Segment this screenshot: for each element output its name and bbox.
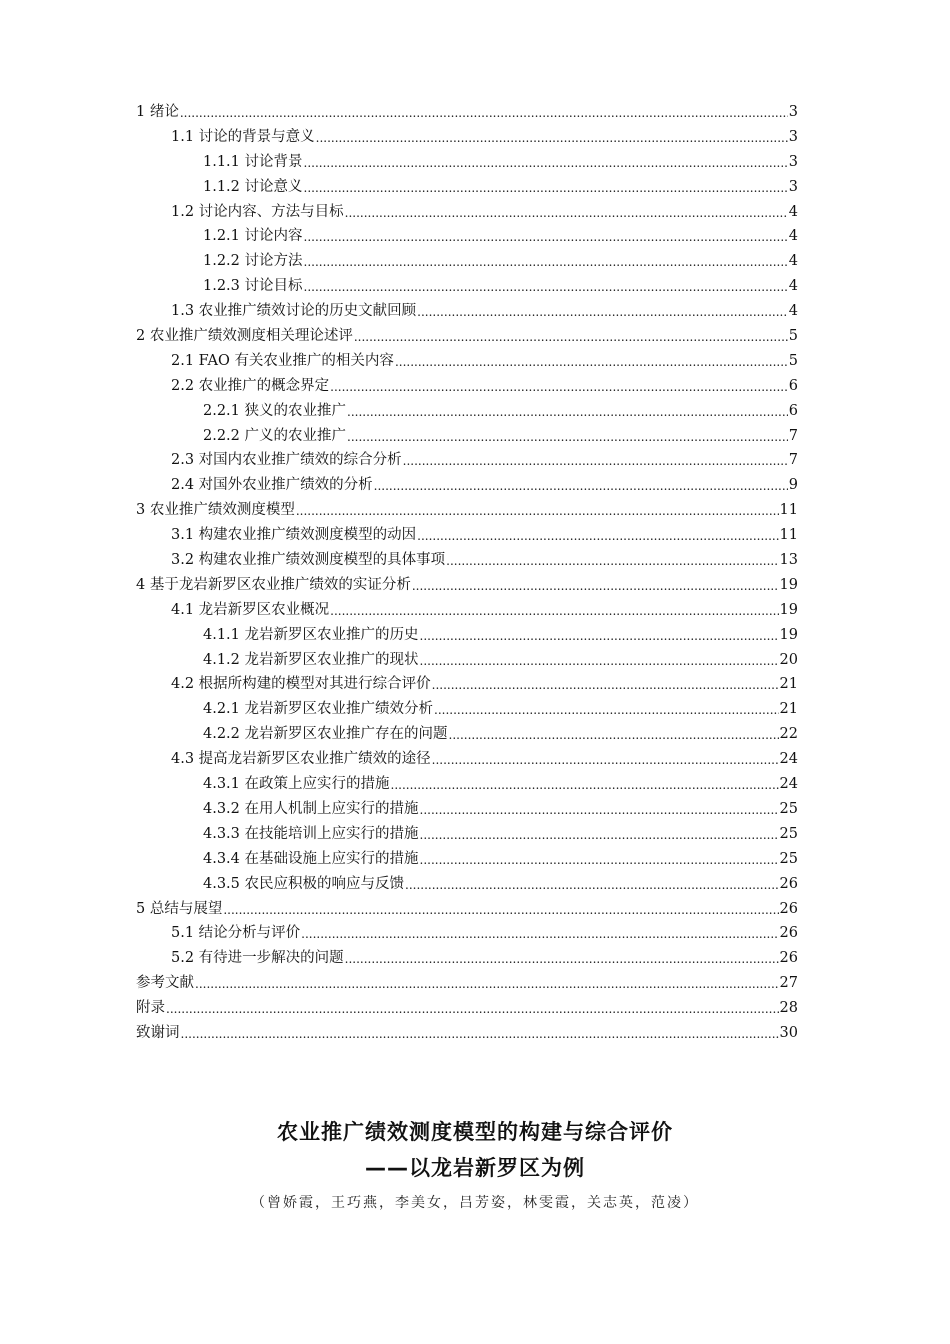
toc-leader-dots: [304, 176, 788, 194]
toc-entry[interactable]: [136, 797, 798, 822]
toc-entry-title: 5.1 结论分析与评价: [171, 925, 301, 942]
toc-entry-title: 4.1.1 龙岩新罗区农业推广的历史: [203, 626, 419, 643]
toc-entry-title: 致谢词: [136, 1024, 180, 1041]
toc-entry-title: 1.1.2 讨论意义: [203, 178, 303, 195]
toc-leader-dots: [412, 574, 779, 592]
toc-entry-page: 11: [779, 502, 798, 519]
paper-subtitle: ——以龙岩新罗区为例: [365, 1156, 585, 1180]
toc-entry-title: 4.3.5 农民应积极的响应与反馈: [203, 875, 405, 892]
toc-entry[interactable]: [136, 324, 798, 349]
toc-leader-dots: [449, 723, 779, 741]
toc-leader-dots: [403, 449, 788, 467]
toc-leader-dots: [395, 350, 788, 368]
toc-leader-dots: [434, 698, 779, 716]
toc-entry[interactable]: [136, 349, 798, 374]
toc-entry[interactable]: [136, 971, 798, 996]
toc-entry-page: 7: [788, 452, 798, 469]
toc-leader-dots: [405, 873, 779, 891]
toc-entry-title: 2.1 FAO 有关农业推广的相关内容: [171, 352, 394, 369]
toc-entry-page: 6: [788, 377, 798, 394]
toc-leader-dots: [420, 798, 779, 816]
toc-leader-dots: [166, 997, 779, 1015]
toc-leader-dots: [330, 375, 788, 393]
toc-entry-page: 4: [788, 303, 798, 320]
toc-entry-page: 4: [788, 203, 798, 220]
toc-entry[interactable]: [136, 448, 798, 473]
toc-entry-page: 28: [779, 1000, 798, 1017]
toc-entry[interactable]: [136, 299, 798, 324]
toc-leader-dots: [374, 474, 788, 492]
toc-entry-title: 参考文献: [136, 975, 194, 992]
toc-entry-title: 2.3 对国内农业推广绩效的综合分析: [171, 452, 402, 469]
toc-entry[interactable]: [136, 498, 798, 523]
toc-entry-title: 4.3.1 在政策上应实行的措施: [203, 776, 390, 793]
toc-entry-page: 3: [788, 178, 798, 195]
toc-entry[interactable]: [136, 996, 798, 1021]
toc-entry-page: 25: [779, 850, 798, 867]
toc-entry-title: 1.2.3 讨论目标: [203, 278, 303, 295]
toc-entry-page: 4: [788, 278, 798, 295]
toc-entry-page: 21: [779, 701, 798, 718]
toc-entry-page: 25: [779, 825, 798, 842]
toc-leader-dots: [420, 649, 779, 667]
toc-entry-page: 24: [779, 751, 798, 768]
toc-entry[interactable]: [136, 374, 798, 399]
toc-entry-title: 3.1 构建农业推广绩效测度模型的动因: [171, 527, 417, 544]
toc-entry-title: 2.4 对国外农业推广绩效的分析: [171, 477, 373, 494]
toc-entry[interactable]: [136, 150, 798, 175]
toc-entry-title: 3 农业推广绩效测度模型: [136, 502, 295, 519]
toc-entry[interactable]: [136, 274, 798, 299]
toc-entry-page: 26: [779, 875, 798, 892]
toc-entry-title: 4.2.2 龙岩新罗区农业推广存在的问题: [203, 726, 448, 743]
toc-entry[interactable]: [136, 921, 798, 946]
toc-entry-page: 7: [788, 427, 798, 444]
toc-entry-title: 4.1 龙岩新罗区农业概况: [171, 601, 330, 618]
toc-leader-dots: [195, 972, 779, 990]
toc-entry[interactable]: [136, 424, 798, 449]
toc-entry[interactable]: [136, 822, 798, 847]
toc-entry-page: 19: [779, 601, 798, 618]
toc-entry-title: 4.3.4 在基础设施上应实行的措施: [203, 850, 419, 867]
toc-entry-page: 27: [779, 975, 798, 992]
toc-entry-title: 4.3.2 在用人机制上应实行的措施: [203, 800, 419, 817]
toc-leader-dots: [347, 425, 788, 443]
toc-entry[interactable]: [136, 125, 798, 150]
toc-leader-dots: [345, 201, 788, 219]
toc-leader-dots: [180, 101, 788, 119]
toc-entry[interactable]: [136, 897, 798, 922]
toc-leader-dots: [446, 549, 778, 567]
paper-title: 农业推广绩效测度模型的构建与综合评价: [277, 1120, 673, 1144]
toc-leader-dots: [304, 151, 788, 169]
toc-entry-page: 5: [788, 352, 798, 369]
toc-entry-page: 4: [788, 228, 798, 245]
toc-entry[interactable]: [136, 1021, 798, 1046]
toc-leader-dots: [296, 499, 779, 517]
toc-entry-title: 1.1 讨论的背景与意义: [171, 128, 315, 145]
toc-entry[interactable]: [136, 100, 798, 125]
toc-entry[interactable]: [136, 672, 798, 697]
toc-entry-page: 4: [788, 253, 798, 270]
toc-entry-title: 2.2.1 狭义的农业推广: [203, 402, 347, 419]
toc-leader-dots: [420, 823, 779, 841]
toc-leader-dots: [417, 300, 788, 318]
toc-entry-title: 1 绪论: [136, 104, 179, 120]
toc-leader-dots: [181, 1022, 779, 1040]
toc-leader-dots: [304, 275, 788, 293]
toc-entry-page: 13: [779, 552, 798, 569]
toc-entry[interactable]: [136, 722, 798, 747]
toc-entry-page: 5: [788, 328, 798, 345]
toc-leader-dots: [432, 673, 779, 691]
toc-leader-dots: [391, 773, 779, 791]
toc-entry-title: 5.2 有待进一步解决的问题: [171, 950, 344, 967]
toc-entry[interactable]: [136, 847, 798, 872]
toc-entry[interactable]: [136, 249, 798, 274]
toc-entry-page: 26: [779, 950, 798, 967]
toc-entry-page: 30: [779, 1024, 798, 1041]
toc-entry[interactable]: [136, 548, 798, 573]
toc-entry-page: 6: [788, 402, 798, 419]
paper-authors: （曾娇霞，王巧燕，李美女，吕芳姿，林雯霞，关志英，范凌）: [251, 1195, 699, 1211]
toc-leader-dots: [330, 599, 778, 617]
toc-entry[interactable]: [136, 772, 798, 797]
toc-leader-dots: [345, 947, 779, 965]
toc-entry-title: 1.3 农业推广绩效讨论的历史文献回顾: [171, 303, 417, 320]
toc-leader-dots: [432, 748, 779, 766]
table-of-contents: [136, 100, 798, 1046]
toc-entry-page: 25: [779, 800, 798, 817]
toc-entry-title: 3.2 构建农业推广绩效测度模型的具体事项: [171, 552, 446, 569]
toc-entry-title: 1.1.1 讨论背景: [203, 153, 303, 170]
toc-entry[interactable]: [136, 747, 798, 772]
toc-entry[interactable]: [136, 200, 798, 225]
toc-entry[interactable]: [136, 473, 798, 498]
toc-entry[interactable]: [136, 648, 798, 673]
toc-entry-title: 4.3 提高龙岩新罗区农业推广绩效的途径: [171, 751, 431, 768]
toc-entry-page: 24: [779, 776, 798, 793]
toc-entry-page: 26: [779, 925, 798, 942]
toc-leader-dots: [347, 400, 788, 418]
toc-entry-title: 1.2.1 讨论内容: [203, 228, 303, 245]
toc-entry-page: 19: [779, 576, 798, 593]
toc-entry-page: 20: [779, 651, 798, 668]
toc-leader-dots: [223, 898, 778, 916]
toc-entry-page: 26: [779, 900, 798, 917]
toc-entry-page: 3: [788, 128, 798, 145]
toc-entry-page: 3: [788, 104, 798, 120]
toc-leader-dots: [354, 325, 788, 343]
toc-entry-title: 4.1.2 龙岩新罗区农业推广的现状: [203, 651, 419, 668]
toc-entry[interactable]: [136, 946, 798, 971]
toc-leader-dots: [316, 126, 788, 144]
toc-entry-title: 4 基于龙岩新罗区农业推广绩效的实证分析: [136, 576, 411, 593]
toc-entry-title: 1.2.2 讨论方法: [203, 253, 303, 270]
toc-entry[interactable]: [136, 523, 798, 548]
toc-entry[interactable]: [136, 573, 798, 598]
toc-entry-page: 21: [779, 676, 798, 693]
toc-leader-dots: [420, 624, 779, 642]
toc-entry-title: 附录: [136, 1000, 165, 1017]
toc-entry-title: 2.2 农业推广的概念界定: [171, 377, 330, 394]
toc-entry-page: 19: [779, 626, 798, 643]
toc-leader-dots: [304, 250, 788, 268]
toc-entry[interactable]: [136, 697, 798, 722]
toc-entry-title: 4.2.1 龙岩新罗区农业推广绩效分析: [203, 701, 434, 718]
toc-entry-title: 1.2 讨论内容、方法与目标: [171, 203, 344, 220]
toc-entry[interactable]: [136, 623, 798, 648]
toc-entry-title: 2.2.2 广义的农业推广: [203, 427, 347, 444]
toc-entry-title: 4.2 根据所构建的模型对其进行综合评价: [171, 676, 431, 693]
toc-entry-title: 2 农业推广绩效测度相关理论述评: [136, 328, 353, 345]
toc-entry-page: 3: [788, 153, 798, 170]
toc-entry-title: 5 总结与展望: [136, 900, 223, 917]
toc-entry-page: 9: [788, 477, 798, 494]
toc-leader-dots: [304, 225, 788, 243]
toc-entry-page: 22: [779, 726, 798, 743]
toc-leader-dots: [417, 524, 778, 542]
toc-entry-page: 11: [779, 527, 798, 544]
toc-entry[interactable]: [136, 399, 798, 424]
toc-entry[interactable]: [136, 872, 798, 897]
toc-entry[interactable]: [136, 224, 798, 249]
toc-leader-dots: [301, 922, 778, 940]
toc-entry[interactable]: [136, 175, 798, 200]
toc-entry[interactable]: [136, 598, 798, 623]
toc-entry-title: 4.3.3 在技能培训上应实行的措施: [203, 825, 419, 842]
toc-leader-dots: [420, 848, 779, 866]
